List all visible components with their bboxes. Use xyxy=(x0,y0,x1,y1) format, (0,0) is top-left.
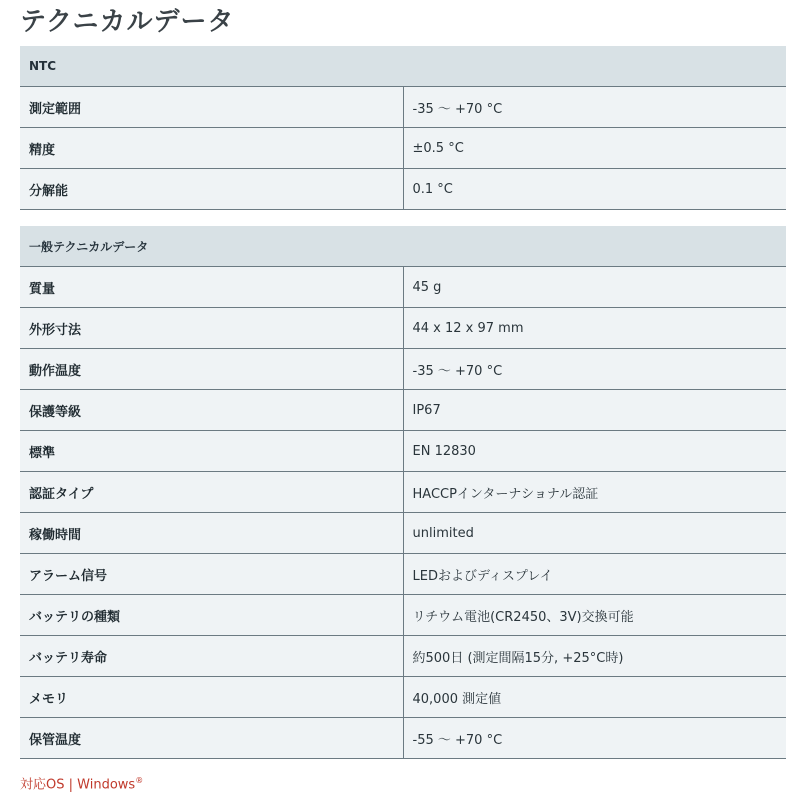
os-label: 対応OS xyxy=(20,777,65,793)
page-title: テクニカルデータ xyxy=(20,7,235,37)
table-row xyxy=(20,718,786,759)
table-row xyxy=(20,554,786,595)
section-header-ntc: NTC xyxy=(20,46,786,87)
spec-value: ±0.5 °C xyxy=(403,128,786,169)
spec-label: 外形寸法 xyxy=(20,308,403,349)
spec-value: 約500日 (測定間隔15分, +25°C時) xyxy=(403,636,786,677)
supported-os-line xyxy=(20,771,143,795)
spec-label: アラーム信号 xyxy=(20,554,403,595)
os-value: Windows xyxy=(77,777,136,793)
table-row xyxy=(20,472,786,513)
spec-label: バッテリ寿命 xyxy=(20,636,403,677)
spec-value: unlimited xyxy=(403,513,786,554)
table-row xyxy=(20,128,786,169)
section-header-row xyxy=(20,226,786,267)
table-row xyxy=(20,513,786,554)
table-row xyxy=(20,267,786,308)
spec-label: 認証タイプ xyxy=(20,472,403,513)
table-row xyxy=(20,349,786,390)
spec-label: 標準 xyxy=(20,431,403,472)
spec-value: -35 ～ +70 °C xyxy=(403,349,786,390)
spec-label: 測定範囲 xyxy=(20,87,403,128)
section-header-general: 一般テクニカルデータ xyxy=(20,226,786,267)
spec-value: LEDおよびディスプレイ xyxy=(403,554,786,595)
section-header-row xyxy=(20,46,786,87)
spec-value: -35 ～ +70 °C xyxy=(403,87,786,128)
general-spec-table xyxy=(20,226,786,759)
spec-label: 分解能 xyxy=(20,169,403,210)
ntc-spec-table xyxy=(20,46,786,210)
spec-label: 精度 xyxy=(20,128,403,169)
spec-value: HACCPインターナショナル認証 xyxy=(403,472,786,513)
spec-value: IP67 xyxy=(403,390,786,431)
os-separator: | xyxy=(68,777,74,793)
table-row xyxy=(20,595,786,636)
table-row xyxy=(20,431,786,472)
spec-label: バッテリの種類 xyxy=(20,595,403,636)
table-row xyxy=(20,87,786,128)
spec-label: 動作温度 xyxy=(20,349,403,390)
table-row xyxy=(20,308,786,349)
spec-value: 45 g xyxy=(403,267,786,308)
spec-label: 保管温度 xyxy=(20,718,403,759)
table-row xyxy=(20,677,786,718)
registered-mark: ® xyxy=(135,776,144,785)
spec-value: 44 x 12 x 97 mm xyxy=(403,308,786,349)
table-row xyxy=(20,390,786,431)
spec-value: 40,000 測定値 xyxy=(403,677,786,718)
spec-label: 稼働時間 xyxy=(20,513,403,554)
spec-label: 質量 xyxy=(20,267,403,308)
table-row xyxy=(20,636,786,677)
spec-label: メモリ xyxy=(20,677,403,718)
spec-value: リチウム電池(CR2450、3V)交換可能 xyxy=(403,595,786,636)
spec-value: -55 ～ +70 °C xyxy=(403,718,786,759)
spec-value: EN 12830 xyxy=(403,431,786,472)
table-row xyxy=(20,169,786,210)
spec-value: 0.1 °C xyxy=(403,169,786,210)
spec-label: 保護等級 xyxy=(20,390,403,431)
